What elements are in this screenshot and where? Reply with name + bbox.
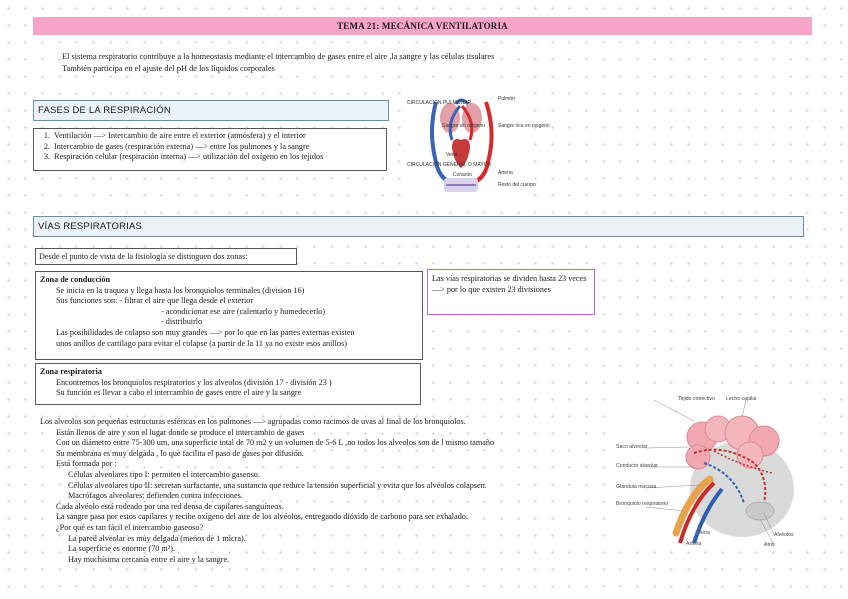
fig-label: Sangre sin oxígeno [442, 123, 486, 129]
atrium-shape [746, 502, 774, 520]
respiratoria-line: Encontremos los bronquiolos respiratorios y los alveolos (división 17 - división 23 ) [56, 377, 332, 387]
fig-label: Vena [446, 152, 458, 158]
alveolos-line: La sangre pasa por estos capilares y recibe oxígeno del aire de los alvéolos, entregando dióxido de carbono para ser exhalado. [56, 512, 468, 522]
alveolos-line: La pared alveolar es muy delgada (menos de 1 micra). [68, 533, 246, 543]
fig-label: Atrio [764, 542, 775, 548]
fases-heading: FASES DE LA RESPIRACIÓN [33, 100, 389, 121]
zones-intro-box [35, 248, 297, 265]
fig-label: Vena [698, 530, 710, 536]
respiratoria-box [35, 363, 421, 405]
conduccion-line: Las posibilidades de colapso son muy grandes —> por lo que en las partes externas existen [56, 327, 355, 337]
alveolos-line: Está formada por : [56, 459, 117, 469]
respiratoria-line: Su función es llevar a cabo el intercambio de gases entre el aire y la sangre [56, 388, 302, 398]
respiratoria-title: Zona respiratoria [40, 367, 102, 376]
conduccion-title: Zona de conducción [40, 275, 111, 284]
conduccion-box [35, 271, 423, 360]
intro-line: También participa en el ajuste del pH de los líquidos corporales [62, 64, 275, 73]
intro-text [62, 51, 494, 75]
fig-label: Conducto alveolar [616, 463, 658, 469]
alveolos-line: Macrófagos alveolares: defienden contra infecciones. [68, 491, 243, 501]
alveolos-line: Los alveolos son pequeñas estructuras esféricas en los pulmones —> agrupadas como racimos de uvas al final de los bronquiolos. [40, 417, 466, 426]
alveolos-line: La superficie es enorme (70 m²). [68, 544, 176, 554]
fig-label: Corazón [453, 172, 472, 178]
conduccion-line: - distribuirlo [161, 317, 203, 327]
alveolus-shape [686, 445, 710, 469]
fig-label: Lecho capilar [726, 396, 757, 402]
divisions-note-text: Las vías respiratorias se dividen hasta 23 veces —> por lo que existen 23 divisiones [432, 274, 587, 294]
fig-label: Saco alveolar [616, 444, 648, 450]
divisions-note [427, 269, 595, 315]
fig-label: Tejido conectivo [678, 396, 715, 402]
zones-intro: Desde el punto de vista de la fisiología se distinguen dos zonas: [39, 252, 248, 261]
alveolos-line: Células alveolares tipo II: secretan surfactante, una sustancia que reduce la tensión superficial y evita que los alvéolos colapsen. [68, 480, 487, 490]
fases-list-box [33, 128, 387, 171]
conduccion-line: - acondicionar ese aire (calentarlo y humedecerlo) [161, 306, 326, 316]
fig-label: Glándula mucosa [616, 484, 657, 490]
fases-list [38, 131, 382, 163]
page-title: TEMA 21: MECÁNICA VENTILATORIA [33, 17, 812, 35]
fig-label: Arteria [686, 541, 702, 547]
fase-item: 1. Ventilación —> Intercambio de aire entre el exterior (atmósfera) y el interior [52, 131, 382, 142]
alveolos-line: Hay muchísima cercanía entre el aire y la sangre. [68, 554, 230, 564]
alveolus-diagram [614, 393, 812, 551]
fig-label: Pulmón [498, 96, 515, 102]
fig-label: Bronquiolo respiratorio [616, 501, 669, 507]
conduccion-line: Sus funciones son: - filtrar el aire que llega desde el exterior [56, 296, 254, 306]
alveolos-line: Su membrana es muy delgada , lo que facilita el paso de gases por difusión. [56, 448, 304, 458]
alveolos-line: Células alveolares tipo I: permiten el intercambio gaseoso. [68, 469, 260, 479]
fase-item: 3. Respiración celular (respiración interna) —> utilización del oxígeno en los tejidos [52, 152, 382, 163]
circulation-diagram [406, 92, 550, 200]
fig-label: Sangre rica en oxígeno [498, 123, 550, 129]
intro-line: El sistema respiratorio contribuye a la homeostasis mediante el intercambio de gases entre el aire ,la sangre y las células tisulares [62, 52, 495, 61]
fig-label: Arteria [498, 170, 513, 176]
alveolos-line: Están llenos de aire y son el lugar donde se produce el intercambio de gases [56, 427, 305, 437]
alveolos-text [40, 417, 494, 565]
alveolos-line: ¿Por qué es tan fácil el intercambio gaseoso? [56, 522, 204, 532]
conduccion-line: unos anillos de cartilago para evitar el colapse (a partir de la 11 ya no existe esos anillos) [56, 338, 347, 348]
conduccion-line: Se inicia en la traquea y llega hasta los bronquiolos terminales (division 16) [56, 285, 305, 295]
fig-label: CIRCULACIÓN GENERAL O MAYOR [407, 162, 492, 168]
alveolos-line: Con un diámetro entre 75-300 um, una superficie total de 70 m2 y un volumen de 5-6 L ,no todos los alveolos son de l mismo tamaño [56, 438, 495, 448]
alveolos-line: Cada alvéolo está rodeado por una red densa de capilares sanguíneos. [56, 501, 284, 511]
vias-heading: VÍAS RESPIRATORIAS [33, 216, 804, 237]
fig-label: Resto del cuerpo [498, 182, 536, 188]
fase-item: 2. Intercambio de gases (respiración externa) —> entre los pulmones y la sangre [52, 142, 382, 153]
fig-label: CIRCULACIÓN PULMONAR [407, 100, 472, 106]
fig-label: Alvéolos [774, 532, 794, 538]
